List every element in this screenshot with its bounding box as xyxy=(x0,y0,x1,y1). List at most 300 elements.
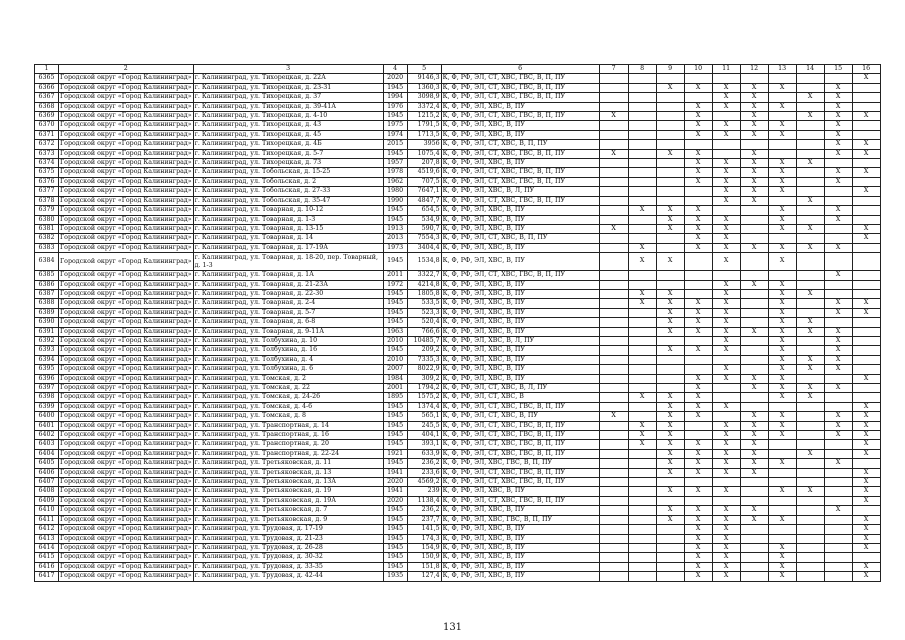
mark-cell xyxy=(740,215,768,224)
year-built-cell: 1963 xyxy=(383,327,407,336)
mark-cell: Х xyxy=(712,562,740,571)
area-cell: 3956 xyxy=(407,140,441,149)
mark-cell: Х xyxy=(740,130,768,139)
row-number-cell: 6375 xyxy=(35,168,59,177)
municipality-cell: Городской округ «Город Калининград» xyxy=(60,234,192,242)
mark-cell xyxy=(796,534,824,543)
mark-cell xyxy=(656,177,684,186)
mark-cell xyxy=(740,318,768,327)
municipality-cell: Городской округ «Город Калининград» xyxy=(60,112,192,120)
mark-cell xyxy=(852,327,880,336)
mark-cell: Х xyxy=(852,168,880,177)
mark-cell xyxy=(599,496,628,505)
address-cell: г. Калининград, ул. Товарная, д. 10-12 xyxy=(193,206,383,215)
mark-cell xyxy=(768,449,796,458)
row-number-cell: 6409 xyxy=(35,496,59,505)
work-types-cell: К, Ф, РФ, ЭЛ, ХВС, В, ПУ xyxy=(441,327,599,336)
address-cell: г. Калининград, ул. Тихорецкая, д. 4Б xyxy=(193,140,383,149)
mark-cell xyxy=(656,562,684,571)
row-number-cell: 6396 xyxy=(35,374,59,383)
mark-cell xyxy=(628,308,656,317)
year-built-cell: 1945 xyxy=(383,206,407,215)
mark-cell xyxy=(599,449,628,458)
header-cell: 13 xyxy=(768,65,796,74)
mark-cell xyxy=(852,318,880,327)
work-types-cell: К, Ф, РФ, ЭЛ, ХВС, В, ПУ xyxy=(441,243,599,252)
mark-cell xyxy=(796,421,824,430)
work-types-cell: К, Ф, РФ, ЭЛ, ХВС, В, ПУ xyxy=(441,102,599,111)
mark-cell xyxy=(740,562,768,571)
mark-cell: Х xyxy=(852,534,880,543)
table-row xyxy=(35,234,881,243)
row-number-cell: 6367 xyxy=(35,93,59,102)
row-number-cell: 6411 xyxy=(35,515,59,524)
address-cell: г. Калининград, ул. Транспортная, д. 14 xyxy=(193,421,383,430)
mark-cell: Х xyxy=(824,121,852,130)
municipality-cell: Городской округ «Город Калининград» xyxy=(60,224,192,232)
mark-cell: Х xyxy=(852,224,880,233)
row-number-cell: 6417 xyxy=(35,572,59,581)
mark-cell: Х xyxy=(852,412,880,421)
mark-cell xyxy=(628,478,656,487)
mark-cell xyxy=(599,506,628,515)
address-cell: г. Калининград, ул. Тихорецкая, д. 4-10 xyxy=(193,112,383,121)
mark-cell: Х xyxy=(684,177,712,186)
mark-cell xyxy=(599,271,628,280)
row-number-cell: 6376 xyxy=(35,177,59,186)
address-cell: г. Калининград, ул. Транспортная, д. 16 xyxy=(193,431,383,440)
mark-cell xyxy=(796,412,824,421)
mark-cell xyxy=(796,459,824,468)
address-cell: г. Калининград, ул. Товарная, д. 1-3 xyxy=(193,215,383,224)
mark-cell xyxy=(628,449,656,458)
address-cell: г. Калининград, ул. Тихорецкая, д. 43 xyxy=(193,121,383,130)
mark-cell xyxy=(740,289,768,298)
table-row xyxy=(35,74,881,83)
mark-cell xyxy=(712,140,740,149)
mark-cell: Х xyxy=(599,412,628,421)
mark-cell xyxy=(796,572,824,581)
mark-cell: Х xyxy=(712,402,740,411)
year-built-cell: 2001 xyxy=(383,384,407,393)
mark-cell: Х xyxy=(796,384,824,393)
mark-cell xyxy=(740,206,768,215)
mark-cell xyxy=(628,412,656,421)
header-row xyxy=(35,65,881,74)
mark-cell xyxy=(796,478,824,487)
mark-cell xyxy=(599,196,628,205)
work-types-cell: К, Ф, РФ, ЭЛ, ХВС, В, ПУ xyxy=(441,253,599,271)
year-built-cell: 1973 xyxy=(383,243,407,252)
row-number-cell: 6381 xyxy=(35,224,59,233)
mark-cell: Х xyxy=(852,572,880,581)
mark-cell xyxy=(628,402,656,411)
row-number-cell: 6400 xyxy=(35,412,59,421)
municipality-cell: Городской округ «Город Калининград» xyxy=(60,515,192,523)
address-cell: г. Калининград, ул. Товарная, д. 17-19А xyxy=(193,243,383,252)
mark-cell xyxy=(824,449,852,458)
mark-cell xyxy=(824,440,852,449)
mark-cell xyxy=(684,355,712,364)
mark-cell xyxy=(796,440,824,449)
mark-cell: Х xyxy=(712,468,740,477)
mark-cell: Х xyxy=(768,289,796,298)
mark-cell: Х xyxy=(740,506,768,515)
mark-cell xyxy=(684,74,712,83)
mark-cell xyxy=(599,365,628,374)
table-row xyxy=(35,543,881,552)
mark-cell: Х xyxy=(712,159,740,168)
work-types-cell: К, Ф, РФ, ЭЛ, ХВС, В, ПУ xyxy=(441,318,599,327)
work-types-cell: К, Ф, РФ, ЭЛ, СТ, ХВС, ГВС, В, П, ПУ xyxy=(441,449,599,458)
page-number: 131 xyxy=(442,622,463,633)
mark-cell xyxy=(852,196,880,205)
mark-cell xyxy=(599,253,628,271)
address-cell: г. Калининград, ул. Тихорецкая, д. 45 xyxy=(193,130,383,139)
mark-cell: Х xyxy=(740,149,768,158)
mark-cell xyxy=(740,496,768,505)
mark-cell xyxy=(740,271,768,280)
table-row xyxy=(35,327,881,336)
work-types-cell: К, Ф, РФ, ЭЛ, СТ, ХВС, ГВС, В, П, ПУ xyxy=(441,478,599,487)
municipality-cell: Городской округ «Город Калининград» xyxy=(60,506,192,514)
mark-cell: Х xyxy=(768,121,796,130)
table-row xyxy=(35,534,881,543)
work-types-cell: К, Ф, РФ, ЭЛ, СТ, ХВС, В, ПУ xyxy=(441,412,599,421)
work-types-cell: К, Ф, РФ, ЭЛ, СТ, ХВС, ГВС, В, П, ПУ xyxy=(441,496,599,505)
municipality-cell: Городской округ «Город Калининград» xyxy=(60,336,192,344)
address-cell: г. Калининград, ул. Трудовая, д. 30-32 xyxy=(193,553,383,562)
work-types-cell: К, Ф, РФ, ЭЛ, ХВС, В, ПУ xyxy=(441,525,599,534)
mark-cell: Х xyxy=(684,130,712,139)
mark-cell xyxy=(656,234,684,243)
row-number-cell: 6397 xyxy=(35,384,59,393)
year-built-cell: 1935 xyxy=(383,572,407,581)
municipality-cell: Городской округ «Город Калининград» xyxy=(59,253,194,271)
mark-cell: Х xyxy=(712,308,740,317)
address-cell: г. Калининград, ул. Товарная, д. 6-8 xyxy=(193,318,383,327)
mark-cell: Х xyxy=(740,374,768,383)
mark-cell xyxy=(796,187,824,196)
year-built-cell: 1945 xyxy=(383,534,407,543)
mark-cell xyxy=(768,506,796,515)
mark-cell xyxy=(740,74,768,83)
table-row xyxy=(35,159,881,168)
mark-cell xyxy=(740,487,768,496)
work-types-cell: К, Ф, РФ, ЭЛ, ХВС, В, ПУ xyxy=(441,299,599,308)
mark-cell xyxy=(628,130,656,139)
mark-cell xyxy=(824,402,852,411)
mark-cell xyxy=(599,243,628,252)
mark-cell xyxy=(824,572,852,581)
table-row xyxy=(35,525,881,534)
mark-cell xyxy=(628,102,656,111)
mark-cell xyxy=(852,355,880,364)
area-cell: 309,2 xyxy=(407,374,441,383)
mark-cell: Х xyxy=(796,159,824,168)
mark-cell xyxy=(796,346,824,355)
mark-cell: Х xyxy=(796,393,824,402)
address-cell: г. Калининград, ул. Тихорецкая, д. 5-7 xyxy=(193,149,383,158)
mark-cell: Х xyxy=(656,206,684,215)
mark-cell xyxy=(599,374,628,383)
mark-cell: Х xyxy=(768,553,796,562)
work-types-cell: К, Ф, РФ, ЭЛ, СТ, ХВС, В, Л, ПУ xyxy=(441,384,599,393)
address-cell: г. Калининград, ул. Третьяковская, д. 11 xyxy=(193,459,383,468)
row-number-cell: 6385 xyxy=(35,271,59,280)
mark-cell xyxy=(628,562,656,571)
mark-cell: Х xyxy=(796,289,824,298)
mark-cell: Х xyxy=(656,393,684,402)
year-built-cell: 2010 xyxy=(383,336,407,345)
work-types-cell: К, Ф, РФ, ЭЛ, ХВС, В, Л, ПУ xyxy=(441,336,599,345)
address-cell: г. Калининград, ул. Тихорецкая, д. 22А xyxy=(193,74,383,83)
mark-cell xyxy=(768,496,796,505)
row-number-cell: 6373 xyxy=(35,149,59,158)
table-row xyxy=(35,515,881,524)
area-cell: 4569,2 xyxy=(407,478,441,487)
mark-cell xyxy=(599,187,628,196)
table-row xyxy=(35,393,881,402)
mark-cell: Х xyxy=(684,234,712,243)
work-types-cell: К, Ф, РФ, ЭЛ, СТ, ХВС, ГВС, В, П, ПУ xyxy=(441,431,599,440)
mark-cell: Х xyxy=(740,196,768,205)
year-built-cell: 1975 xyxy=(383,121,407,130)
year-built-cell: 1945 xyxy=(383,515,407,524)
municipality-cell: Городской округ «Город Калининград» xyxy=(60,318,192,326)
mark-cell: Х xyxy=(768,187,796,196)
mark-cell xyxy=(852,130,880,139)
mark-cell xyxy=(599,308,628,317)
mark-cell xyxy=(796,506,824,515)
mark-cell: Х xyxy=(768,83,796,92)
mark-cell xyxy=(852,83,880,92)
mark-cell xyxy=(712,149,740,158)
year-built-cell: 2015 xyxy=(383,140,407,149)
mark-cell xyxy=(740,234,768,243)
header-cell: 1 xyxy=(35,65,59,74)
mark-cell xyxy=(628,271,656,280)
table-row xyxy=(35,177,881,186)
mark-cell xyxy=(796,234,824,243)
mark-cell xyxy=(796,177,824,186)
table-row xyxy=(35,168,881,177)
mark-cell: Х xyxy=(656,224,684,233)
year-built-cell: 1957 xyxy=(383,159,407,168)
mark-cell xyxy=(796,121,824,130)
mark-cell xyxy=(712,206,740,215)
mark-cell xyxy=(599,159,628,168)
mark-cell xyxy=(796,74,824,83)
mark-cell xyxy=(768,93,796,102)
mark-cell xyxy=(599,336,628,345)
mark-cell xyxy=(796,431,824,440)
row-number-cell: 6399 xyxy=(35,402,59,411)
mark-cell xyxy=(824,525,852,534)
area-cell: 150,9 xyxy=(407,553,441,562)
mark-cell: Х xyxy=(768,102,796,111)
header-cell: 10 xyxy=(684,65,712,74)
mark-cell xyxy=(684,421,712,430)
row-number-cell: 6398 xyxy=(35,393,59,402)
mark-cell: Х xyxy=(796,112,824,121)
mark-cell xyxy=(852,121,880,130)
mark-cell xyxy=(852,253,880,271)
mark-cell: Х xyxy=(852,525,880,534)
year-built-cell: 1945 xyxy=(383,112,407,121)
municipality-cell: Городской округ «Город Калининград» xyxy=(60,525,192,533)
mark-cell: Х xyxy=(852,562,880,571)
mark-cell xyxy=(599,289,628,298)
address-cell: г. Калининград, ул. Толбухина, д. 16 xyxy=(193,346,383,355)
mark-cell xyxy=(628,327,656,336)
header-cell: 8 xyxy=(628,65,656,74)
year-built-cell: 1945 xyxy=(383,253,407,271)
mark-cell: Х xyxy=(740,112,768,121)
municipality-cell: Городской округ «Город Калининград» xyxy=(60,468,192,476)
mark-cell: Х xyxy=(656,412,684,421)
mark-cell xyxy=(628,468,656,477)
mark-cell xyxy=(768,140,796,149)
year-built-cell: 1945 xyxy=(383,402,407,411)
mark-cell xyxy=(599,206,628,215)
mark-cell xyxy=(599,327,628,336)
work-types-cell: К, Ф, РФ, ЭЛ, СТ, ХВС, В xyxy=(441,393,599,402)
area-cell: 633,9 xyxy=(407,449,441,458)
mark-cell: Х xyxy=(628,440,656,449)
mark-cell xyxy=(740,525,768,534)
table-row xyxy=(35,412,881,421)
work-types-cell: К, Ф, РФ, ЭЛ, ХВС, В, ПУ xyxy=(441,308,599,317)
year-built-cell: 1945 xyxy=(383,346,407,355)
row-number-cell: 6387 xyxy=(35,289,59,298)
table-row xyxy=(35,83,881,92)
area-cell: 9146,3 xyxy=(407,74,441,83)
year-built-cell: 1978 xyxy=(383,168,407,177)
area-cell: 590,7 xyxy=(407,224,441,233)
mark-cell xyxy=(796,515,824,524)
work-types-cell: К, Ф, РФ, ЭЛ, ХВС, В, ПУ xyxy=(441,206,599,215)
mark-cell: Х xyxy=(796,196,824,205)
mark-cell: Х xyxy=(824,112,852,121)
table-row xyxy=(35,459,881,468)
area-cell: 141,5 xyxy=(407,525,441,534)
mark-cell xyxy=(852,289,880,298)
mark-cell xyxy=(824,553,852,562)
mark-cell xyxy=(599,384,628,393)
mark-cell: Х xyxy=(684,384,712,393)
work-types-cell: К, Ф, РФ, ЭЛ, ХВС, В, ПУ xyxy=(441,543,599,552)
mark-cell: Х xyxy=(768,515,796,524)
mark-cell: Х xyxy=(712,83,740,92)
mark-cell: Х xyxy=(852,299,880,308)
work-types-cell: К, Ф, РФ, ЭЛ, ХВС, В, Л, ПУ xyxy=(441,187,599,196)
mark-cell: Х xyxy=(684,224,712,233)
mark-cell: Х xyxy=(656,468,684,477)
mark-cell xyxy=(628,459,656,468)
mark-cell xyxy=(656,374,684,383)
mark-cell: Х xyxy=(712,168,740,177)
year-built-cell: 1945 xyxy=(383,506,407,515)
mark-cell xyxy=(852,177,880,186)
mark-cell: Х xyxy=(796,355,824,364)
mark-cell xyxy=(824,562,852,571)
mark-cell xyxy=(656,271,684,280)
address-cell: г. Калининград, ул. Третьяковская, д. 9 xyxy=(193,515,383,524)
mark-cell: Х xyxy=(824,365,852,374)
mark-cell xyxy=(599,431,628,440)
mark-cell: Х xyxy=(712,374,740,383)
mark-cell xyxy=(656,543,684,552)
work-types-cell: К, Ф, РФ, ЭЛ, СТ, ХВС, ГВС, В, П, ПУ xyxy=(441,168,599,177)
mark-cell xyxy=(768,149,796,158)
mark-cell: Х xyxy=(740,187,768,196)
mark-cell: Х xyxy=(768,562,796,571)
mark-cell xyxy=(656,140,684,149)
mark-cell: Х xyxy=(740,327,768,336)
mark-cell: Х xyxy=(852,478,880,487)
area-cell: 1805,8 xyxy=(407,289,441,298)
mark-cell: Х xyxy=(824,459,852,468)
year-built-cell: 1945 xyxy=(383,440,407,449)
mark-cell xyxy=(656,93,684,102)
mark-cell xyxy=(599,346,628,355)
mark-cell: Х xyxy=(740,421,768,430)
address-cell: г. Калининград, ул. Транспортная, д. 22-24 xyxy=(193,449,383,458)
municipality-cell: Городской округ «Город Калининград» xyxy=(60,149,192,157)
mark-cell xyxy=(852,553,880,562)
municipality-cell: Городской округ «Город Калининград» xyxy=(60,102,192,110)
municipality-cell: Городской округ «Город Калининград» xyxy=(60,121,192,129)
mark-cell: Х xyxy=(824,215,852,224)
work-types-cell: К, Ф, РФ, ЭЛ, ХВС, В, ПУ xyxy=(441,534,599,543)
mark-cell xyxy=(628,234,656,243)
address-cell: г. Калининград, ул. Тихорецкая, д. 37 xyxy=(193,93,383,102)
mark-cell: Х xyxy=(684,102,712,111)
header-cell: 15 xyxy=(824,65,852,74)
mark-cell: Х xyxy=(684,525,712,534)
year-built-cell: 1972 xyxy=(383,280,407,289)
mark-cell xyxy=(656,365,684,374)
mark-cell: Х xyxy=(768,177,796,186)
mark-cell xyxy=(796,253,824,271)
mark-cell: Х xyxy=(768,393,796,402)
table-row xyxy=(35,402,881,411)
mark-cell: Х xyxy=(599,224,628,233)
mark-cell xyxy=(656,336,684,345)
year-built-cell: 2010 xyxy=(383,355,407,364)
municipality-cell: Городской округ «Город Калининград» xyxy=(60,412,192,420)
address-cell: г. Калининград, ул. Третьяковская, д. 13А xyxy=(193,478,383,487)
municipality-cell: Городской округ «Город Калининград» xyxy=(60,440,192,448)
mark-cell: Х xyxy=(768,327,796,336)
area-cell: 393,1 xyxy=(407,440,441,449)
work-types-cell: К, Ф, РФ, ЭЛ, ХВС, В, ПУ xyxy=(441,130,599,139)
mark-cell xyxy=(599,572,628,581)
address-cell: г. Калининград, ул. Трудовая, д. 33-35 xyxy=(193,562,383,571)
municipality-cell: Городской округ «Город Калининград» xyxy=(60,140,192,148)
mark-cell: Х xyxy=(824,271,852,280)
year-built-cell: 1941 xyxy=(383,487,407,496)
mark-cell: Х xyxy=(628,289,656,298)
table-row xyxy=(35,572,881,581)
mark-cell xyxy=(740,346,768,355)
mark-cell: Х xyxy=(796,224,824,233)
mark-cell xyxy=(656,112,684,121)
mark-cell: Х xyxy=(824,431,852,440)
mark-cell xyxy=(684,289,712,298)
mark-cell xyxy=(852,346,880,355)
